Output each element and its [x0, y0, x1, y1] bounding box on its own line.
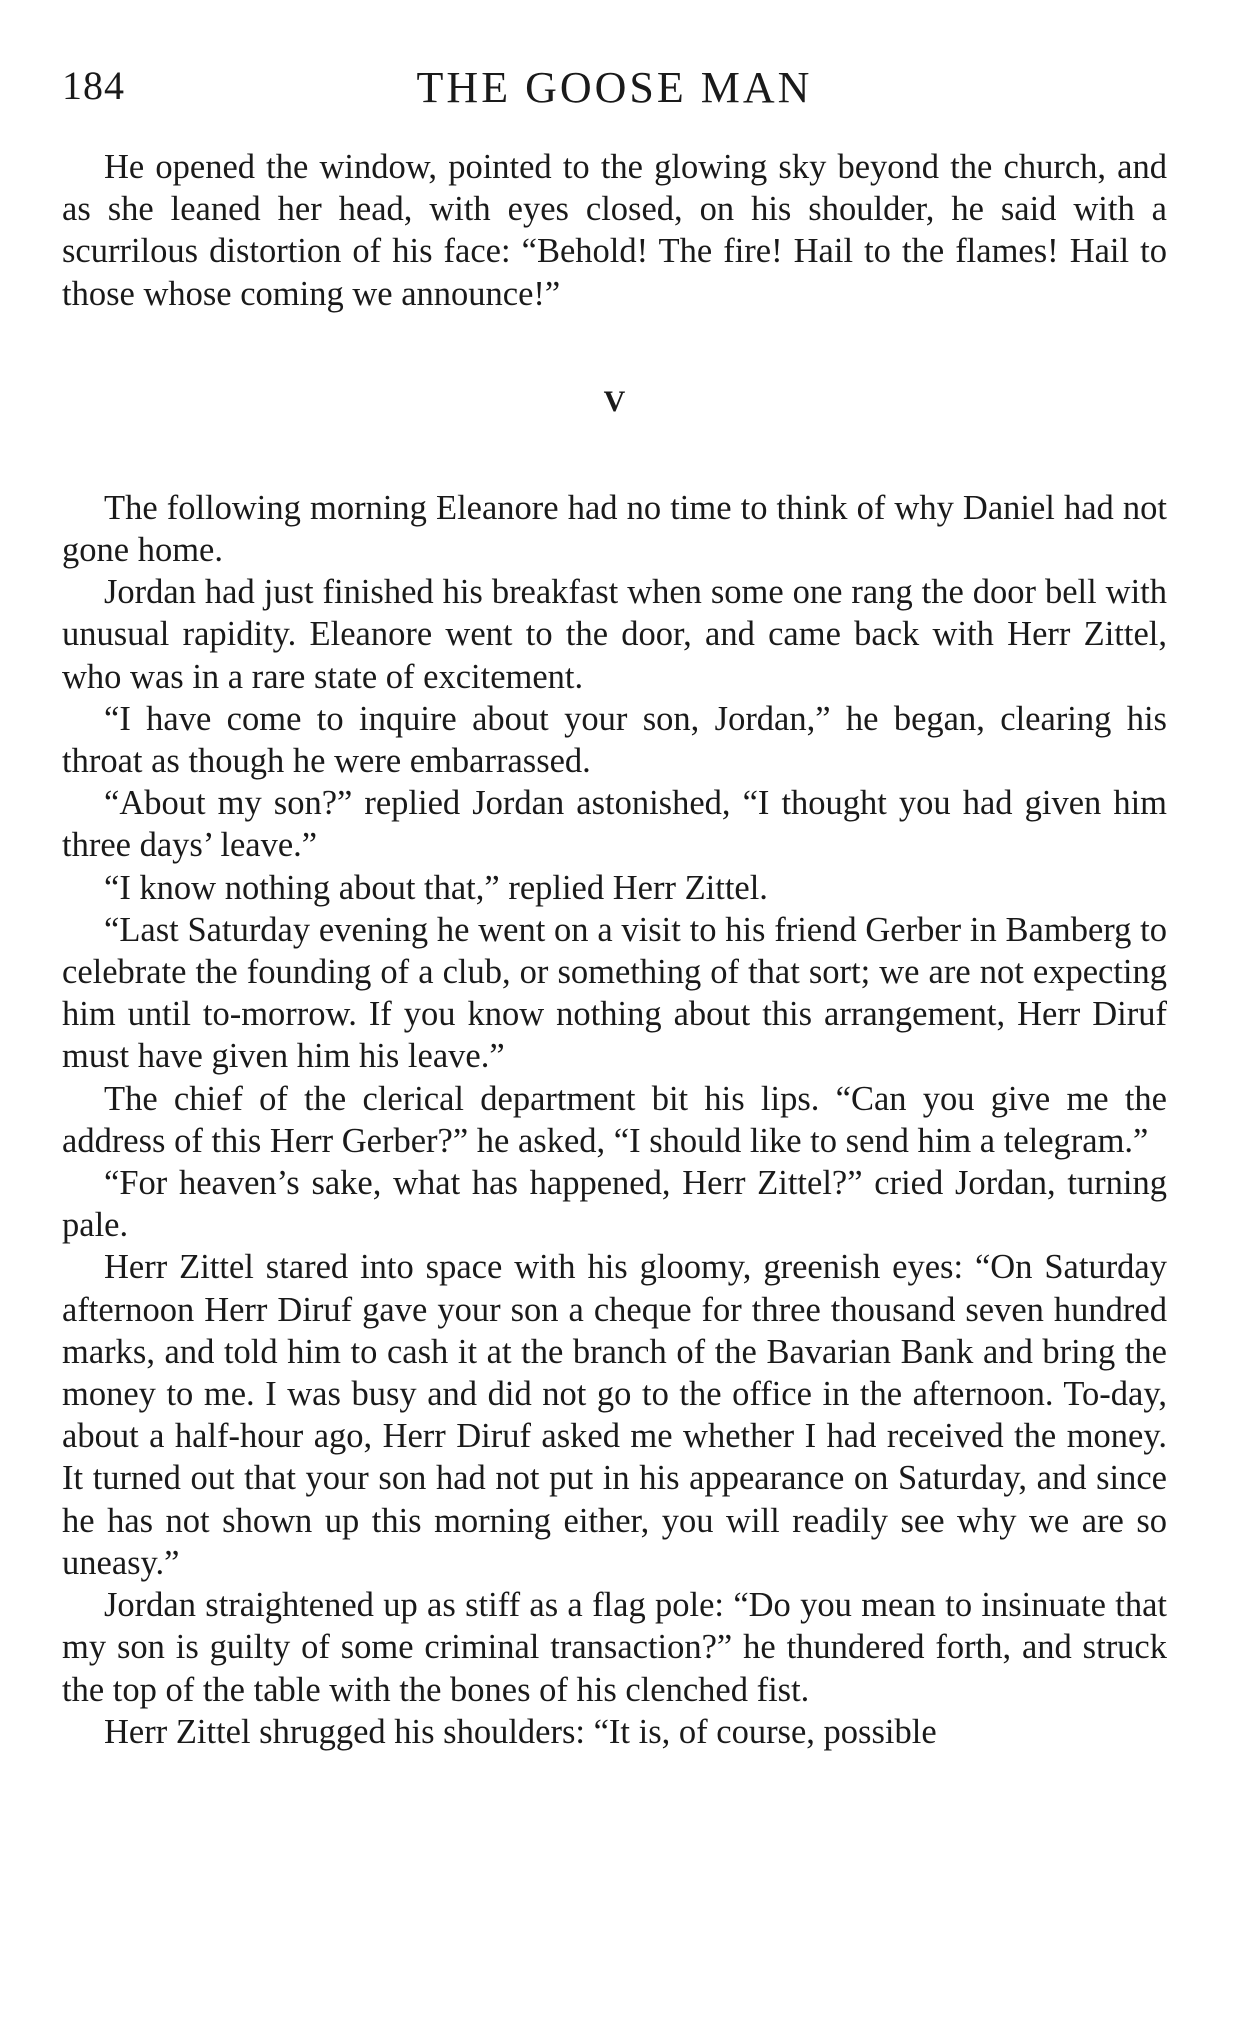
page-header [62, 62, 1167, 122]
paragraph: Herr Zittel stared into space with his gloomy, greenish eyes: “On Saturday afternoon Herr Diruf gave your son a cheque for three thousand seven hundred marks, and told him to cash it at the branch of the Bavarian Bank and bring the money to me. I was busy and did not go to the office in the afternoon. To-day, about a half-hour ago, Herr Diruf asked me whether I had received the money. It turned out that your son had not put in his appearance on Saturday, and since he has not shown up this morning either, you will readily see why we are so uneasy.” [62, 1248, 1167, 1582]
section-heading: V [603, 384, 626, 418]
paragraph: “I know nothing about that,” replied Herr Zittel. [104, 868, 768, 907]
paragraph: The following morning Eleanore had no time to think of why Daniel had not gone home. [62, 488, 1167, 570]
paragraph: The chief of the clerical department bit his lips. “Can you give me the address of this Herr Gerber?” he asked, “I should like to send him a telegram.” [62, 1079, 1167, 1160]
paragraph: “About my son?” replied Jordan astonished, “I thought you had given him three days’ leave.” [62, 784, 1167, 865]
paragraph: He opened the window, pointed to the glowing sky beyond the church, and as she leaned her head, with eyes closed, on his shoulder, he said with a scurrilous distortion of his face: “Behold! The fire! Hail to the flames! Hail to those whose coming we announce!” [62, 148, 1167, 313]
paragraph: Herr Zittel shrugged his shoulders: “It is, of course, possible [104, 1712, 937, 1751]
running-title: THE GOOSE MAN [416, 63, 813, 112]
body-text [62, 146, 1167, 1753]
paragraph: Jordan straightened up as stiff as a flag pole: “Do you mean to insinuate that my son is guilty of some criminal transaction?” he thundered forth, and struck the top of the table with the bones of his clenched fist. [62, 1586, 1167, 1709]
paragraph: “Last Saturday evening he went on a visit to his friend Gerber in Bamberg to celebrate the founding of a club, or something of that sort; we are not expecting him until to-morrow. If you know nothing about this arrangement, Herr Diruf must have given him his leave.” [62, 910, 1167, 1076]
paragraph: “For heaven’s sake, what has happened, Herr Zittel?” cried Jordan, turning pale. [62, 1164, 1167, 1245]
page-number: 184 [62, 63, 125, 108]
paragraph: Jordan had just finished his breakfast when some one rang the door bell with unusual rapidity. Eleanore went to the door, and came back with Herr Zittel, who was in a rare state of excitement. [62, 573, 1167, 696]
paragraph: “I have come to inquire about your son, Jordan,” he began, clearing his throat as though he were embarrassed. [62, 699, 1167, 781]
